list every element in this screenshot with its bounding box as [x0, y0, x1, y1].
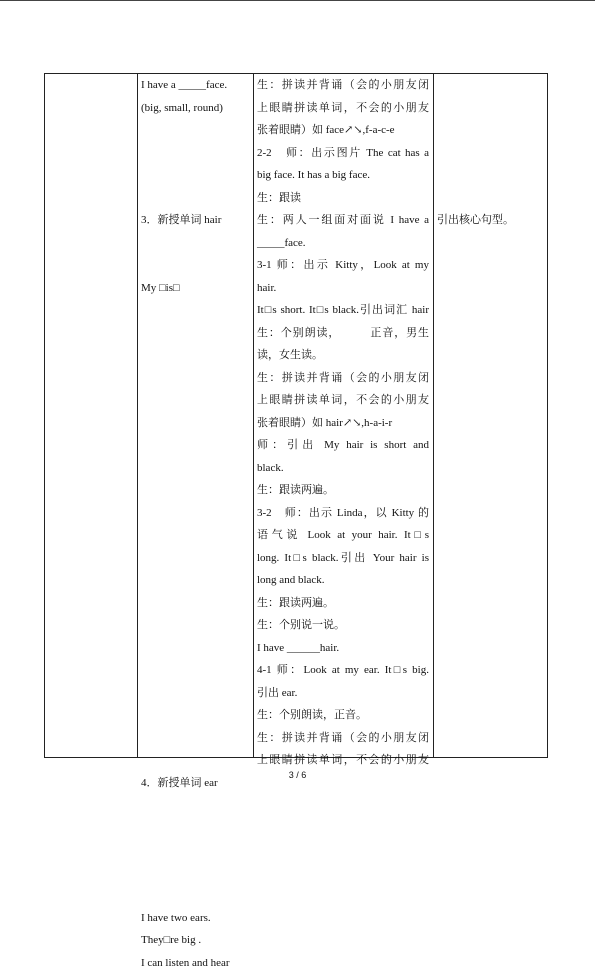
header-rule	[0, 0, 595, 1]
col3-line: 生：跟读两遍。	[257, 592, 429, 615]
blank-line	[141, 457, 251, 480]
blank-line	[141, 614, 251, 637]
col3-line: 生：跟读	[257, 187, 429, 210]
blank-line	[437, 142, 545, 165]
blank-line	[141, 412, 251, 435]
col3-line: 张着眼睛）如 face↗↘,f-a-c-e	[257, 119, 429, 142]
blank-line	[437, 119, 545, 142]
blank-line	[141, 569, 251, 592]
blank-line	[141, 817, 251, 840]
blank-line	[141, 704, 251, 727]
blank-line	[141, 502, 251, 525]
blank-line	[141, 119, 251, 142]
col3-line: long and black.	[257, 569, 429, 592]
blank-line	[437, 187, 545, 210]
col3-line: 生：拼读并背诵（会的小朋友闭	[257, 74, 429, 97]
col2-line: (big, small, round)	[141, 97, 251, 120]
lesson-table	[44, 73, 548, 758]
col3-line: _____face.	[257, 232, 429, 255]
col3-line: 张着眼睛）如 hair↗↘,h-a-i-r	[257, 412, 429, 435]
col3-line: 2-2 师：出示图片 The cat has a	[257, 142, 429, 165]
blank-line	[141, 682, 251, 705]
blank-line	[141, 592, 251, 615]
col2-line: 4．新授单词 ear	[141, 772, 251, 795]
col3-line: 生：个别朗读，正音。	[257, 704, 429, 727]
col3-line: 生：两人一组面对面说 I have a	[257, 209, 429, 232]
column-divider	[253, 74, 254, 757]
col3-line: 上眼睛拼读单词，不会的小朋友	[257, 389, 429, 412]
col3-line: big face. It has a big face.	[257, 164, 429, 187]
blank-line	[141, 367, 251, 390]
col3-line: 生：个别朗读， 正音，男生	[257, 322, 429, 345]
blank-line	[437, 97, 545, 120]
col3-line: 生：个别说一说。	[257, 614, 429, 637]
column-divider	[137, 74, 138, 757]
col3-line: It□s short. It□s black.引出词汇 hair	[257, 299, 429, 322]
col3-line: I have ______hair.	[257, 637, 429, 660]
col3-line: 4-1 师：Look at my ear. It□s big.	[257, 659, 429, 682]
blank-line	[141, 299, 251, 322]
col3-line: 生：跟读两遍。	[257, 479, 429, 502]
blank-line	[141, 164, 251, 187]
blank-line	[141, 232, 251, 255]
purpose-column	[437, 74, 545, 232]
blank-line	[437, 74, 545, 97]
col3-line: 生：拼读并背诵（会的小朋友闭	[257, 727, 429, 750]
blank-line	[141, 142, 251, 165]
col3-line: 读，女生读。	[257, 344, 429, 367]
blank-line	[437, 164, 545, 187]
col2-line: I can listen and hear	[141, 952, 251, 974]
blank-line	[141, 659, 251, 682]
blank-line	[141, 862, 251, 885]
column-divider	[433, 74, 434, 757]
col3-line: long. It□s black.引出 Your hair is	[257, 547, 429, 570]
col2-line: I have two ears.	[141, 907, 251, 930]
col3-line: 上眼睛拼读单词，不会的小朋友	[257, 97, 429, 120]
page-number: 3 / 6	[0, 770, 595, 780]
purpose-note: 引出核心句型。	[437, 209, 545, 232]
blank-line	[141, 479, 251, 502]
blank-line	[141, 884, 251, 907]
blank-line	[141, 389, 251, 412]
col2-line: I have a _____face.	[141, 74, 251, 97]
blank-line	[141, 794, 251, 817]
blank-line	[141, 547, 251, 570]
col3-line: 师：引出 My hair is short and	[257, 434, 429, 457]
col2-line: They□re big .	[141, 929, 251, 952]
col3-line: 上眼睛拼读单词，不会的小朋友	[257, 749, 429, 772]
blank-line	[141, 727, 251, 750]
col3-line: 引出 ear.	[257, 682, 429, 705]
col3-line: 3-2 师：出示 Linda，以 Kitty 的	[257, 502, 429, 525]
content-column	[141, 74, 251, 974]
blank-line	[141, 187, 251, 210]
blank-line	[141, 524, 251, 547]
blank-line	[141, 749, 251, 772]
blank-line	[141, 839, 251, 862]
col3-line: 语气说 Look at your hair. It□s	[257, 524, 429, 547]
col2-line: My □is□	[141, 277, 251, 300]
procedure-column	[257, 74, 429, 772]
col2-line: 3．新授单词 hair	[141, 209, 251, 232]
blank-line	[141, 637, 251, 660]
col3-line: hair.	[257, 277, 429, 300]
blank-line	[141, 254, 251, 277]
col3-line: 3-1 师：出示 Kitty，Look at my	[257, 254, 429, 277]
col3-line: 生：拼读并背诵（会的小朋友闭	[257, 367, 429, 390]
col3-line: black.	[257, 457, 429, 480]
blank-line	[141, 344, 251, 367]
blank-line	[141, 434, 251, 457]
blank-line	[141, 322, 251, 345]
